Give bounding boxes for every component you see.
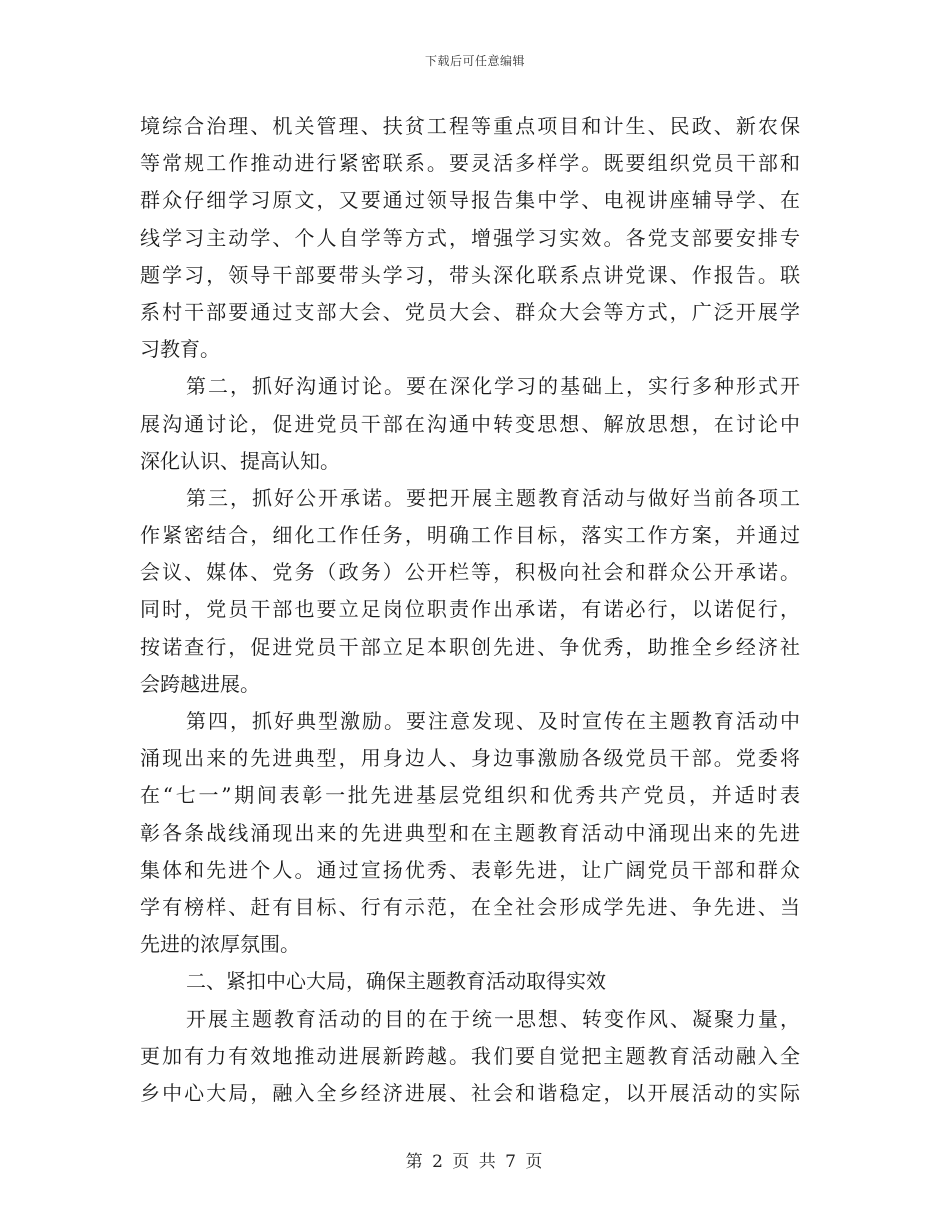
text-line: 在“七一”期间表彰一批先进基层党组织和优秀共产党员，并适时表 bbox=[140, 783, 800, 808]
text-line: 集体和先进个人。通过宣扬优秀、表彰先进，让广阔党员干部和群众 bbox=[140, 857, 800, 882]
text-line: 境综合治理、机关管理、扶贫工程等重点项目和计生、民政、新农保 bbox=[140, 114, 800, 138]
text-line: 同时，党员干部也要立足岗位职责作出承诺，有诺必行，以诺促行， bbox=[140, 597, 800, 622]
text-line: 习教育。 bbox=[140, 337, 220, 362]
text-line: 第四，抓好典型激励。要注意发现、及时宣传在主题教育活动中 bbox=[186, 709, 800, 733]
text-line: 二、紧扣中心大局，确保主题教育活动取得实效 bbox=[186, 969, 606, 994]
text-line: 按诺查行，促进党员干部立足本职创先进、争优秀，助推全乡经济社 bbox=[140, 634, 800, 659]
text-line: 展沟通讨论，促进党员干部在沟通中转变思想、解放思想，在讨论中 bbox=[140, 411, 800, 436]
text-line: 学有榜样、赶有目标、行有示范，在全社会形成学先进、争先进、当 bbox=[140, 894, 800, 919]
document-body bbox=[140, 108, 800, 1112]
text-line: 涌现出来的先进典型，用身边人、身边事激励各级党员干部。党委将 bbox=[140, 746, 800, 771]
page-number-footer: 第 2 页 共 7 页 bbox=[405, 1152, 545, 1172]
text-line: 更加有力有效地推动进展新跨越。我们要自觉把主题教育活动融入全 bbox=[140, 1043, 800, 1068]
text-line: 会跨越进展。 bbox=[140, 671, 260, 696]
text-line: 题学习，领导干部要带头学习，带头深化联系点讲党课、作报告。联 bbox=[140, 262, 800, 287]
text-line: 先进的浓厚氛围。 bbox=[140, 932, 300, 957]
text-line: 作紧密结合，细化工作任务，明确工作目标，落实工作方案，并通过 bbox=[140, 523, 800, 548]
text-line: 深化认识、提高认知。 bbox=[140, 448, 340, 473]
text-line: 会议、媒体、党务（政务）公开栏等，积极向社会和群众公开承诺。 bbox=[140, 560, 800, 585]
text-line: 系村干部要通过支部大会、党员大会、群众大会等方式，广泛开展学 bbox=[140, 299, 800, 324]
text-line: 第三，抓好公开承诺。要把开展主题教育活动与做好当前各项工 bbox=[186, 485, 800, 510]
page-header: 下载后可任意编辑 bbox=[424, 54, 525, 68]
text-line: 乡中心大局，融入全乡经济进展、社会和谐稳定，以开展活动的实际 bbox=[140, 1080, 800, 1105]
text-line: 开展主题教育活动的目的在于统一思想、转变作风、凝聚力量， bbox=[186, 1006, 800, 1031]
text-line: 彰各条战线涌现出来的先进典型和在主题教育活动中涌现出来的先进 bbox=[140, 820, 800, 845]
text-line: 第二，抓好沟通讨论。要在深化学习的基础上，实行多种形式开 bbox=[186, 374, 800, 399]
text-line: 群众仔细学习原文，又要通过领导报告集中学、电视讲座辅导学、在 bbox=[140, 188, 800, 213]
text-line: 等常规工作推动进行紧密联系。要灵活多样学。既要组织党员干部和 bbox=[140, 151, 800, 176]
text-line: 线学习主动学、个人自学等方式，增强学习实效。各党支部要安排专 bbox=[140, 225, 800, 250]
